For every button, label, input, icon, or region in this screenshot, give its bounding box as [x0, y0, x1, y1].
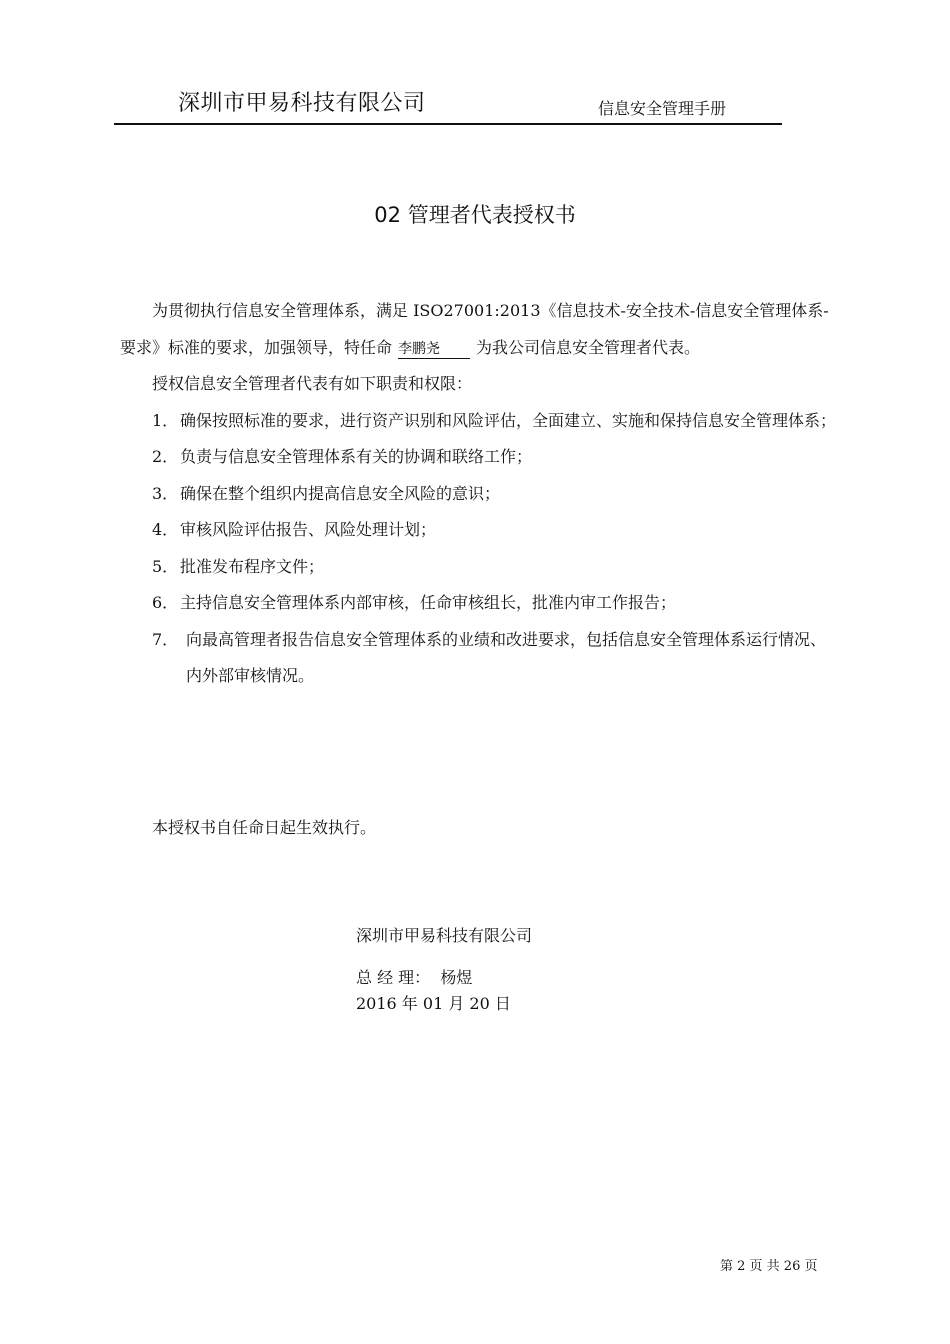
- document-body: [120, 293, 838, 695]
- intro-after: 为我公司信息安全管理者代表。: [476, 337, 701, 357]
- page-title: 02 管理者代表授权书: [374, 203, 576, 227]
- authority-intro: 授权信息安全管理者代表有如下职责和权限：: [152, 374, 473, 393]
- duty-text: 负责与信息安全管理体系有关的协调和联络工作；: [180, 447, 533, 466]
- header-divider: [114, 123, 782, 125]
- duty-number: 3．: [152, 483, 179, 503]
- intro-before: 为贯彻执行信息安全管理体系，满足 ISO27001:2013《信息技术-安全技术-信息安全管理体系-要求》标准的要求，加强领导，特任命: [120, 301, 829, 357]
- duty-item: [120, 585, 838, 622]
- signature-date: 2016 年 01 月 20 日: [356, 994, 511, 1013]
- signature-company: 深圳市甲易科技有限公司: [356, 926, 533, 945]
- general-manager-line: [356, 964, 532, 992]
- duty-number: 6．: [152, 593, 179, 612]
- header-company-name: 深圳市甲易科技有限公司: [178, 91, 426, 116]
- duty-item: [120, 549, 838, 586]
- duty-text: 确保在整个组织内提高信息安全风险的意识；: [180, 483, 501, 503]
- duty-number: 2．: [152, 447, 179, 466]
- duty-item: [120, 476, 838, 513]
- duty-number: 1．: [152, 410, 179, 430]
- duty-number: 4．: [152, 520, 179, 539]
- duty-text: 审核风险评估报告、风险处理计划；: [180, 520, 437, 539]
- signature-block: [356, 922, 532, 1016]
- duty-text: 确保按照标准的要求，进行资产识别和风险评估，全面建立、实施和保持信息安全管理体系；: [180, 410, 837, 430]
- intro-paragraph: [120, 293, 838, 366]
- duty-item: [120, 622, 838, 695]
- header-manual-title: 信息安全管理手册: [598, 99, 727, 118]
- gm-name: 杨煜: [440, 968, 473, 987]
- gm-label: 总 经 理：: [356, 968, 431, 987]
- appointee-name: 李鹏尧: [398, 340, 470, 359]
- closing-statement: 本授权书自任命日起生效执行。: [152, 818, 377, 837]
- duty-number: 5．: [152, 556, 179, 576]
- duty-text: 向最高管理者报告信息安全管理体系的业绩和改进要求，包括信息安全管理体系运行情况、内外部审核情况。: [186, 629, 827, 685]
- duty-text: 主持信息安全管理体系内部审核，任命审核组长，批准内审工作报告；: [180, 593, 677, 612]
- duty-text: 批准发布程序文件；: [180, 556, 325, 576]
- duty-item: [120, 403, 838, 440]
- duty-item: [120, 512, 838, 549]
- page-number: 第 2 页 共 26 页: [720, 1259, 818, 1274]
- duty-number: 7．: [152, 629, 179, 649]
- duty-item: [120, 439, 838, 476]
